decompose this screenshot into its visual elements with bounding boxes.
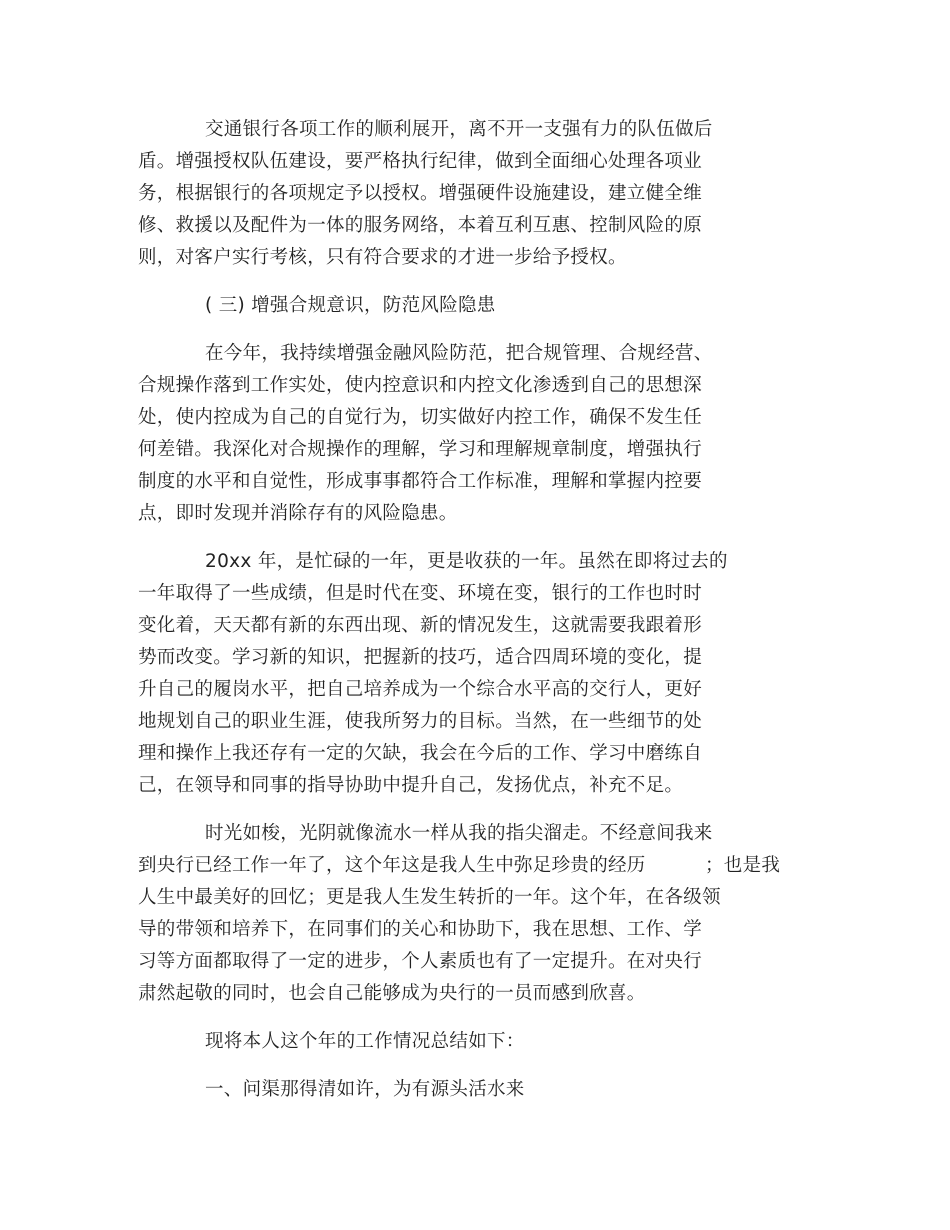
text-line: 点，即时发现并消除存有的风险隐患。: [138, 503, 458, 524]
text-line: 变化着，天天都有新的东西出现、新的情况发生，这就需要我跟着形: [138, 615, 703, 636]
text-line: 理和操作上我还存有一定的欠缺，我会在今后的工作、学习中磨练自: [138, 743, 703, 764]
text-line: 处，使内控成为自己的自觉行为，切实做好内控工作，确保不发生任: [138, 407, 703, 428]
text-line: 一年取得了一些成绩，但是时代在变、环境在变，银行的工作也时时: [138, 583, 703, 604]
text-line: 在今年，我持续增强金融风险防范，把合规管理、合规经营、: [205, 343, 713, 364]
text-line: 盾。增强授权队伍建设，要严格执行纪律，做到全面细心处理各项业: [138, 151, 703, 172]
text-line: 己，在领导和同事的指导协助中提升自己，发扬优点，补充不足。: [138, 775, 684, 796]
text-line: 则，对客户实行考核，只有符合要求的才进一步给予授权。: [138, 247, 627, 268]
text-line: 势而改变。学习新的知识，把握新的技巧，适合四周环境的变化，提: [138, 647, 703, 668]
text-line: 制度的水平和自觉性，形成事事都符合工作标准，理解和掌握内控要: [138, 471, 703, 492]
text-line: 升自己的履岗水平，把自己培养成为一个综合水平高的交行人，更好: [138, 679, 703, 700]
text-line: 导的带领和培养下，在同事们的关心和协助下，我在思想、工作、学: [138, 919, 703, 940]
text-line: 修、救援以及配件为一体的服务网络，本着互利互惠、控制风险的原: [138, 215, 703, 236]
heading-line: 一、问渠那得清如许，为有源头活水来: [205, 1079, 525, 1100]
text-line: 肃然起敬的同时，也会自己能够成为央行的一员而感到欣喜。: [138, 983, 646, 1004]
text-line: 时光如梭，光阴就像流水一样从我的指尖溜走。不经意间我来: [205, 823, 713, 844]
text-line: 何差错。我深化对合规操作的理解，学习和理解规章制度，增强执行: [138, 439, 703, 460]
text-line: 习等方面都取得了一定的进步，个人素质也有了一定提升。在对央行: [138, 951, 703, 972]
text-line: 交通银行各项工作的顺利展开，离不开一支强有力的队伍做后: [205, 119, 713, 140]
text-line-fragment: ；也是我: [705, 855, 781, 876]
text-line: 地规划自己的职业生涯，使我所努力的目标。当然，在一些细节的处: [138, 711, 703, 732]
text-line: 务，根据银行的各项规定予以授权。增强硬件设施建设，建立健全维: [138, 183, 703, 204]
heading-line: ( 三) 增强合规意识，防范风险隐患: [205, 295, 496, 316]
text-line: 人生中最美好的回忆；更是我人生发生转折的一年。这个年，在各级领: [138, 887, 721, 908]
text-line: 现将本人这个年的工作情况总结如下：: [205, 1031, 525, 1052]
text-line: 到央行已经工作一年了，这个年这是我人生中弥足珍贵的经历: [138, 855, 646, 876]
text-line: 合规操作落到工作实处，使内控意识和内控文化渗透到自己的思想深: [138, 375, 703, 396]
text-line: 20xx 年，是忙碌的一年，更是收获的一年。虽然在即将过去的: [205, 551, 728, 572]
